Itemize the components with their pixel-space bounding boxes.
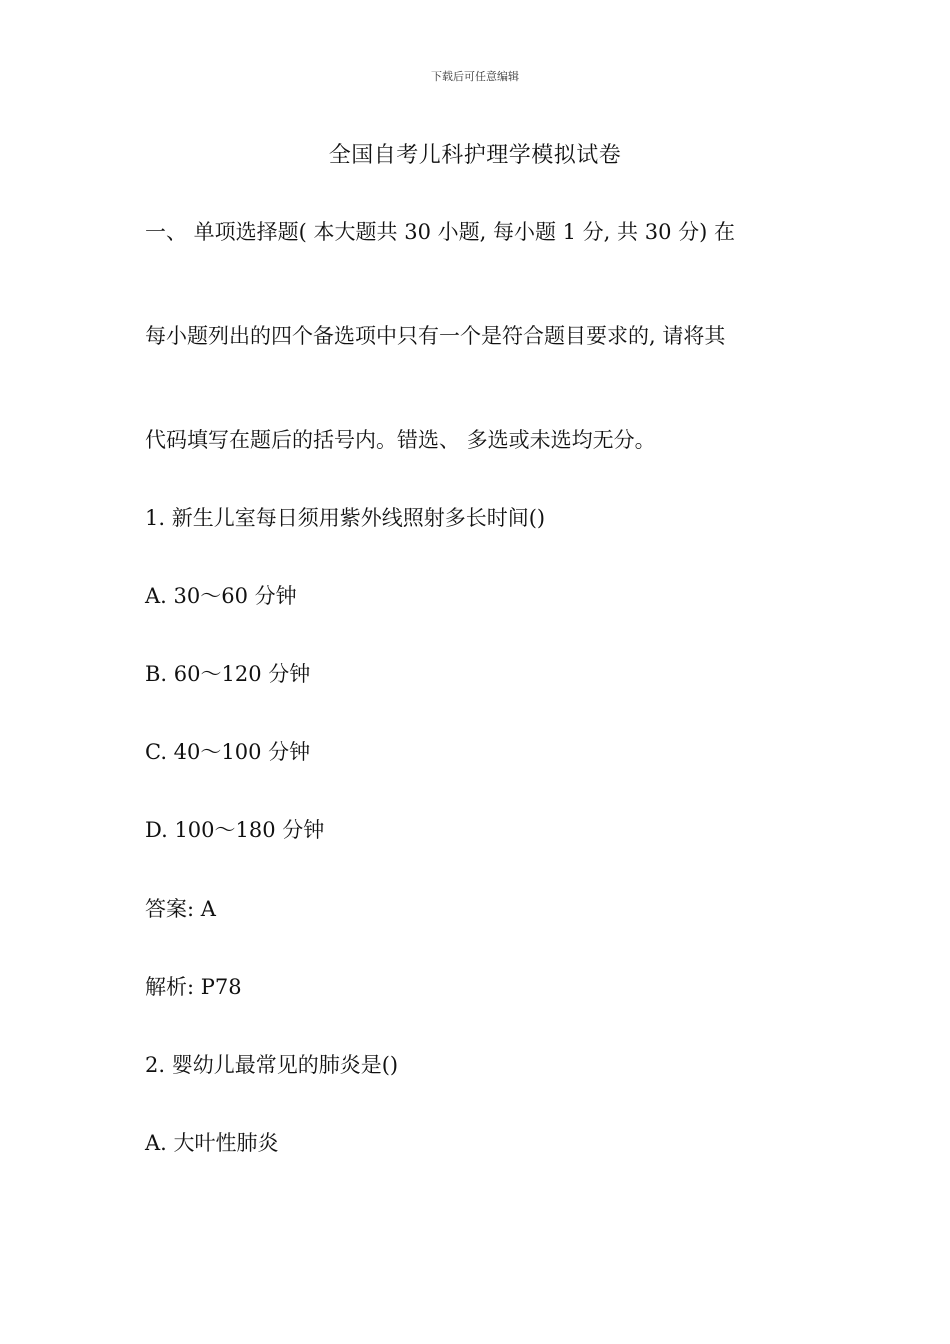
question-2-stem: 2. 婴幼儿最常见的肺炎是() xyxy=(145,1053,399,1077)
question-1-option-d: D. 100～180 分钟 xyxy=(145,818,325,842)
question-1-answer: 答案: A xyxy=(145,897,216,921)
question-1-explanation: 解析: P78 xyxy=(145,975,242,999)
question-1-option-a: A. 30～60 分钟 xyxy=(145,584,297,608)
question-1-stem: 1. 新生儿室每日须用紫外线照射多长时间() xyxy=(145,506,546,530)
question-2-option-a: A. 大叶性肺炎 xyxy=(145,1131,279,1155)
section-instructions-line-1: 一、 单项选择题( 本大题共 30 小题, 每小题 1 分, 共 30 分) 在 xyxy=(145,220,735,244)
section-instructions-line-2: 每小题列出的四个备选项中只有一个是符合题目要求的, 请将其 xyxy=(145,324,726,348)
section-instructions-line-3: 代码填写在题后的括号内。错选、 多选或未选均无分。 xyxy=(145,428,656,452)
document-title: 全国自考儿科护理学模拟试卷 xyxy=(328,143,622,168)
question-1-option-c: C. 40～100 分钟 xyxy=(145,740,311,764)
header-note: 下载后可任意编辑 xyxy=(431,70,519,83)
question-1-option-b: B. 60～120 分钟 xyxy=(145,662,311,686)
